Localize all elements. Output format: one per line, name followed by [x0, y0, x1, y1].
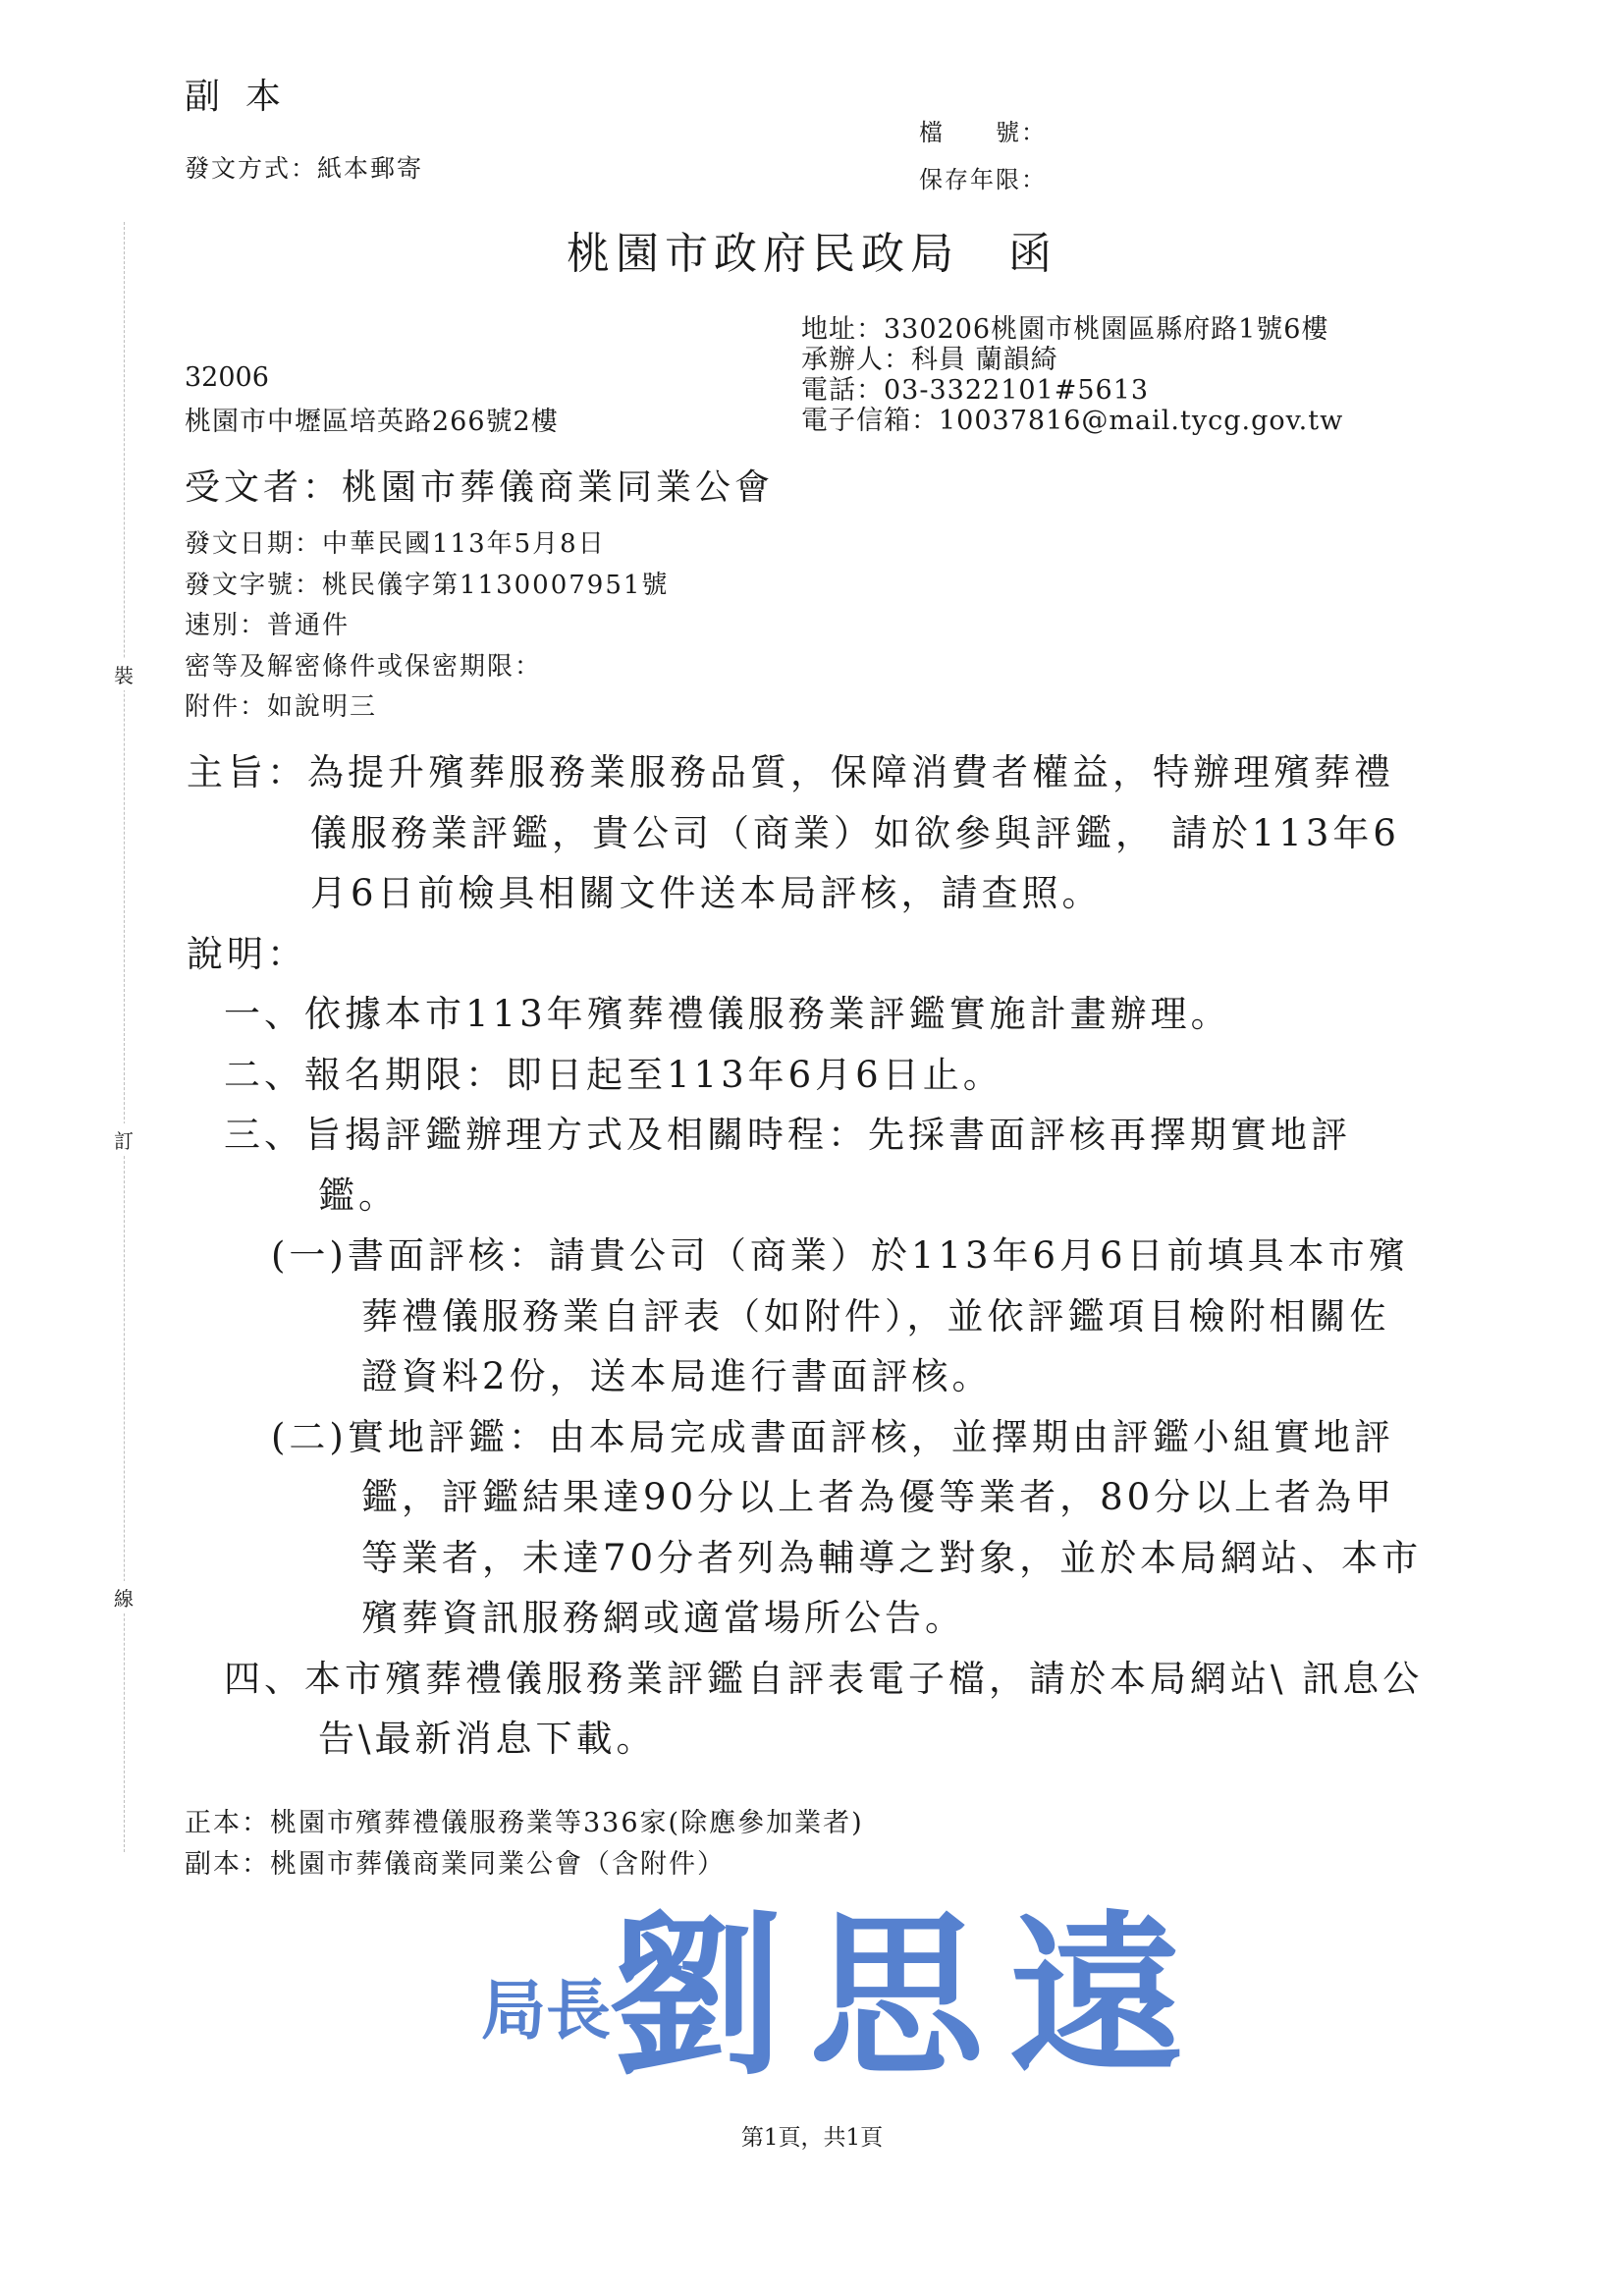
document-meta	[185, 524, 669, 729]
file-number-label: 檔 號：	[919, 119, 1047, 146]
sender-email: 電子信箱：10037816@mail.tycg.gov.tw	[801, 406, 1344, 436]
sender-info	[801, 314, 1343, 436]
letter-body	[187, 742, 1424, 1770]
signature-name: 劉思遠	[609, 1893, 1210, 2099]
document-number: 發文字號：桃民儀字第1130007951號	[185, 570, 670, 600]
document-title: 桃園市政府民政局 函	[567, 229, 1057, 279]
attachment-note: 附件：如說明三	[185, 692, 378, 722]
explanation-item-4: 四、本市殯葬禮儀服務業評鑑自評表電子檔，請於本局網站\ 訊息公告\最新消息下載。	[224, 1657, 1424, 1760]
explanation-subitem-1: (一)書面評核：請貴公司（商業）於113年6月6日前填具本市殯葬禮儀服務業自評表（如附件），並依評鑑項目檢附相關佐證資料2份，送本局進行書面評核。	[271, 1234, 1409, 1397]
send-method: 發文方式：紙本郵寄	[185, 154, 424, 183]
explanation-item-3: 三、旨揭評鑑辦理方式及相關時程：先採書面評核再擇期實地評鑑。	[224, 1114, 1351, 1217]
page-number: 第1頁，共1頁	[740, 2125, 884, 2151]
binding-mark-zhuang: 裝	[114, 658, 134, 690]
explanation-subitem-2: (二)實地評鑑：由本局完成書面評核，並擇期由評鑑小組實地評鑑，評鑑結果達90分以上者為優等業者，80分以上者為甲等業者，未達70分者列為輔導之對象，並於本局網站、本市殯葬資訊服務網或適當場所公告。	[271, 1415, 1423, 1639]
copy-mark: 副本	[185, 77, 307, 117]
sender-phone: 電話：03-3322101#5613	[801, 375, 1150, 406]
issue-date: 發文日期：中華民國113年5月8日	[185, 529, 606, 559]
copy-recipients: 副本：桃園市葬儀商業同業公會（含附件）	[185, 1849, 726, 1880]
binding-mark-xian: 線	[114, 1581, 134, 1613]
delivery-speed: 速別：普通件	[185, 611, 351, 640]
subject-paragraph: 主旨：為提升殯葬服務業服務品質，保障消費者權益，特辦理殯葬禮儀服務業評鑑，貴公司（商業）如欲參與評鑑， 請於113年6月6日前檢具相關文件送本局評核，請查照。	[187, 751, 1400, 914]
binding-mark-ding: 訂	[114, 1123, 134, 1156]
recipient: 受文者：桃園市葬儀商業同業公會	[185, 467, 775, 508]
receiver-postal-code: 32006	[185, 362, 269, 393]
explanation-heading: 說明：	[187, 932, 307, 975]
retention-period-label: 保存年限：	[919, 166, 1047, 193]
original-recipients: 正本：桃園市殯葬禮儀服務業等336家(除應參加業者)	[185, 1808, 864, 1838]
director-signature-stamp	[471, 1866, 1267, 2121]
explanation-item-2: 二、報名期限：即日起至113年6月6日止。	[224, 1053, 1003, 1096]
sender-address: 地址：330206桃園市桃園區縣府路1號6樓	[801, 314, 1329, 345]
explanation-item-1: 一、依據本市113年殯葬禮儀服務業評鑑實施計畫辦理。	[224, 993, 1231, 1035]
signature-title: 局長	[481, 1972, 611, 2049]
receiver-address: 桃園市中壢區培英路266號2樓	[185, 407, 559, 437]
sender-handler: 承辦人：科員 蘭韻綺	[801, 345, 1058, 375]
secrecy-level: 密等及解密條件或保密期限：	[185, 651, 543, 682]
